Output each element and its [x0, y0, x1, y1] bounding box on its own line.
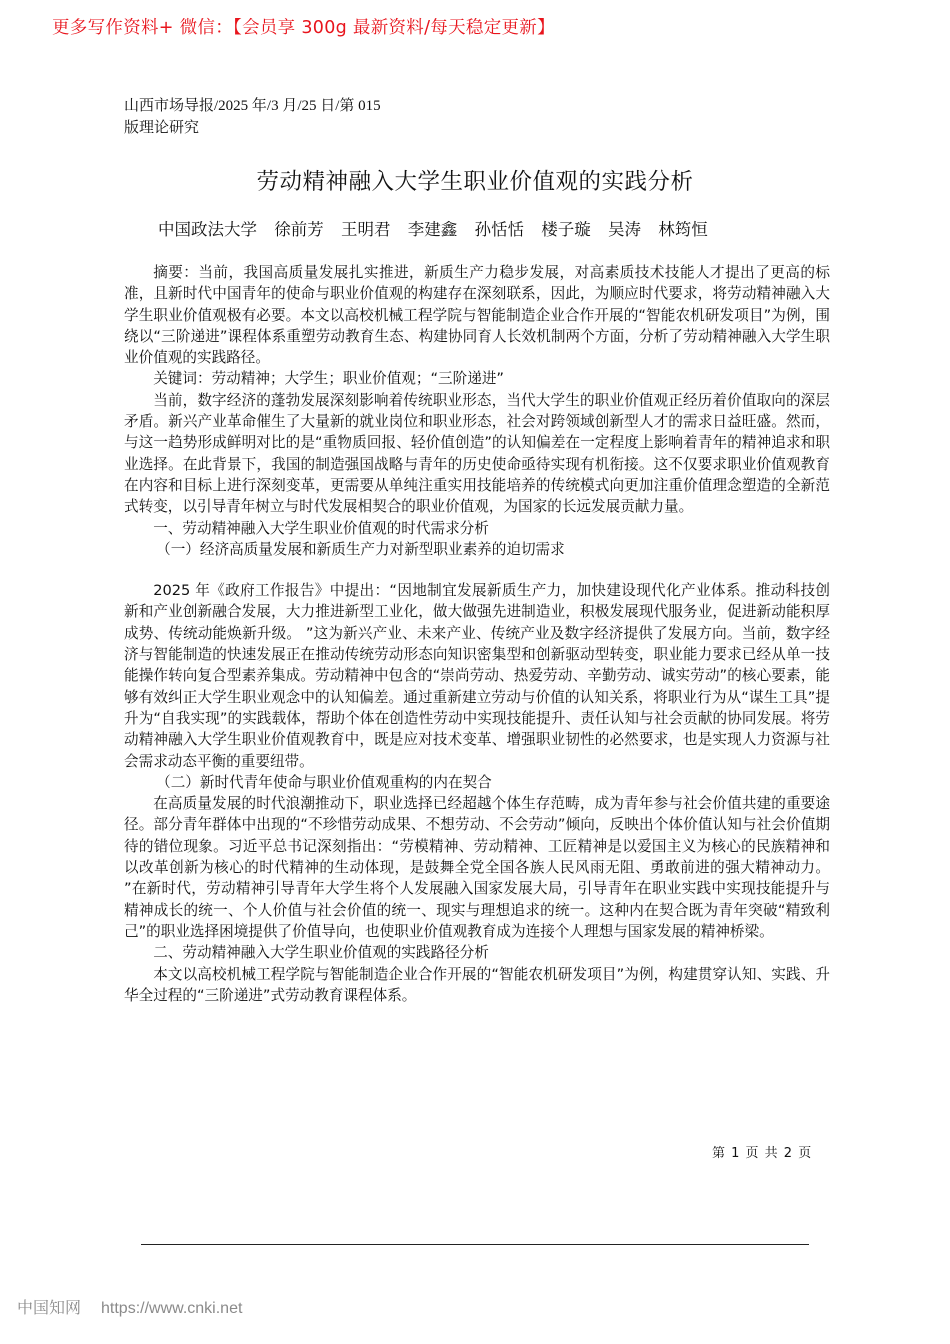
article-title: 劳动精神融入大学生职业价值观的实践分析 [256, 169, 694, 195]
body-paragraph: 2025 年《政府工作报告》中提出：“因地制宜发展新质生产力，加快建设现代化产业体系。推动科技创新和产业创新融合发展，大力推进新型工业化，做大做强先进制造业，积极发展现代服务业，促进新动能积厚成势、传统动能焕新升级。 ”这为新兴产业、未来产业、传统产业及数字经济提供了发展方向。当前，数字经济与智能制造的快速发展正在推动传统劳动形态向知识密集型和创新驱动型转变，职业能力要求已经从单一技能操作转向复合型素养集成。劳动精神中包含的“崇尚劳动、热爱劳动、辛勤劳动、诚实劳动”的核心要素，能够有效纠正大学生职业观念中的认知偏差。通过重新建立劳动与价值的认知关系，将职业行为从“谋生工具”提升为“自我实现”的实践载体，帮助个体在创造性劳动中实现技能提升、责任认知与社会贡献的协同发展。将劳动精神融入大学生职业价值观教育中，既是应对技术变革、增强职业韧性的必然要求，也是实现人力资源与社会需求动态平衡的重要纽带。 [124, 582, 830, 770]
author-name: 徐前芳 [274, 220, 324, 239]
author-name: 林筠恒 [658, 220, 708, 239]
body-paragraph: 本文以高校机械工程学院与智能制造企业合作开展的“智能农机研发项目”为例，构建贯穿认知、实践、升华全过程的“三阶递进”式劳动教育课程体系。 [124, 965, 830, 1004]
section-heading-1: 一、劳动精神融入大学生职业价值观的时代需求分析 [153, 519, 489, 537]
source-line-2: 版理论研究 [124, 118, 200, 136]
section-heading-2: 二、劳动精神融入大学生职业价值观的实践路径分析 [153, 944, 489, 962]
body-paragraph: 在高质量发展的时代浪潮推动下，职业选择已经超越个体生存范畴，成为青年参与社会价值共建的重要途径。部分青年群体中出现的“不珍惜劳动成果、不想劳动、不会劳动”倾向，反映出个体价值认知与社会价值期待的错位现象。习近平总书记深刻指出：“劳模精神、劳动精神、工匠精神是以爱国主义为核心的民族精神和以改革创新为核心的时代精神的生动体现，是鼓舞全党全国各族人民风雨无阻、勇敢前进的强大精神动力。 ”在新时代，劳动精神引导青年大学生将个人发展融入国家发展大局，引导青年在职业实践中实现技能提升与精神成长的统一、个人价值与社会价值的统一、现实与理想追求的统一。这种内在契合既为青年突破“精致利己”的职业选择困境提供了价值导向，也使职业价值观教育成为连接个人理想与国家发展的精神桥梁。 [124, 795, 830, 940]
article-body [124, 262, 830, 1006]
intro-paragraph: 当前，数字经济的蓬勃发展深刻影响着传统职业形态，当代大学生的职业价值观正经历着价值取向的深层矛盾。新兴产业革命催生了大量新的就业岗位和职业形态，社会对跨领域创新型人才的需求日益旺盛。然而，与这一趋势形成鲜明对比的是“重物质回报、轻价值创造”的认知偏差在一定程度上影响着青年的精神追求和职业选择。在此背景下，我国的制造强国战略与青年的历史使命亟待实现有机衔接。这不仅要求职业价值观教育在内容和目标上进行深刻变革，更需要从单纯注重实用技能培养的传统模式向更加注重价值理念塑造的全新范式转变，以引导青年树立与时代发展相契合的职业价值观，为国家的长远发展贡献力量。 [124, 391, 830, 516]
author-name: 王明君 [341, 220, 391, 239]
subsection-heading-1-1: （一）经济高质量发展和新质生产力对新型职业素养的迫切需求 [156, 540, 565, 558]
source-citation [124, 96, 444, 138]
watermark-url: https://www.cnki.net [101, 1300, 243, 1317]
keywords-line: 关键词：劳动精神；大学生；职业价值观；“三阶递进” [153, 370, 504, 388]
cnki-watermark [17, 1295, 242, 1318]
paragraph-gap [124, 560, 830, 580]
source-line-1: 山西市场导报/2025 年/3 月/25 日/第 015 [124, 98, 381, 114]
author-name: 吴涛 [608, 220, 641, 239]
author-list [158, 216, 720, 240]
author-name: 孙恬恬 [474, 220, 524, 239]
author-name: 楼子璇 [541, 220, 591, 239]
subsection-heading-1-2: （二）新时代青年使命与职业价值观重构的内在契合 [156, 773, 492, 791]
page-number: 第 1 页 共 2 页 [712, 1146, 813, 1161]
promo-banner: 更多写作资料+ 微信：【会员享 300g 最新资料/每天稳定更新】 [52, 18, 555, 38]
author-affiliation: 中国政法大学 [158, 220, 257, 239]
abstract-paragraph: 摘要：当前，我国高质量发展扎实推进，新质生产力稳步发展，对高素质技术技能人才提出了更高的标准，且新时代中国青年的使命与职业价值观的构建存在深刻联系，因此，为顺应时代要求，将劳动精神融入大学生职业价值观极有必要。本文以高校机械工程学院与智能制造企业合作开展的“智能农机研发项目”为例，围绕以“三阶递进”课程体系重塑劳动教育生态、构建协同育人长效机制两个方面，分析了劳动精神融入大学生职业价值观的实践路径。 [124, 264, 830, 367]
author-name: 李建鑫 [407, 220, 458, 239]
footer-divider [141, 1244, 809, 1245]
watermark-site-name: 中国知网 [17, 1298, 82, 1317]
